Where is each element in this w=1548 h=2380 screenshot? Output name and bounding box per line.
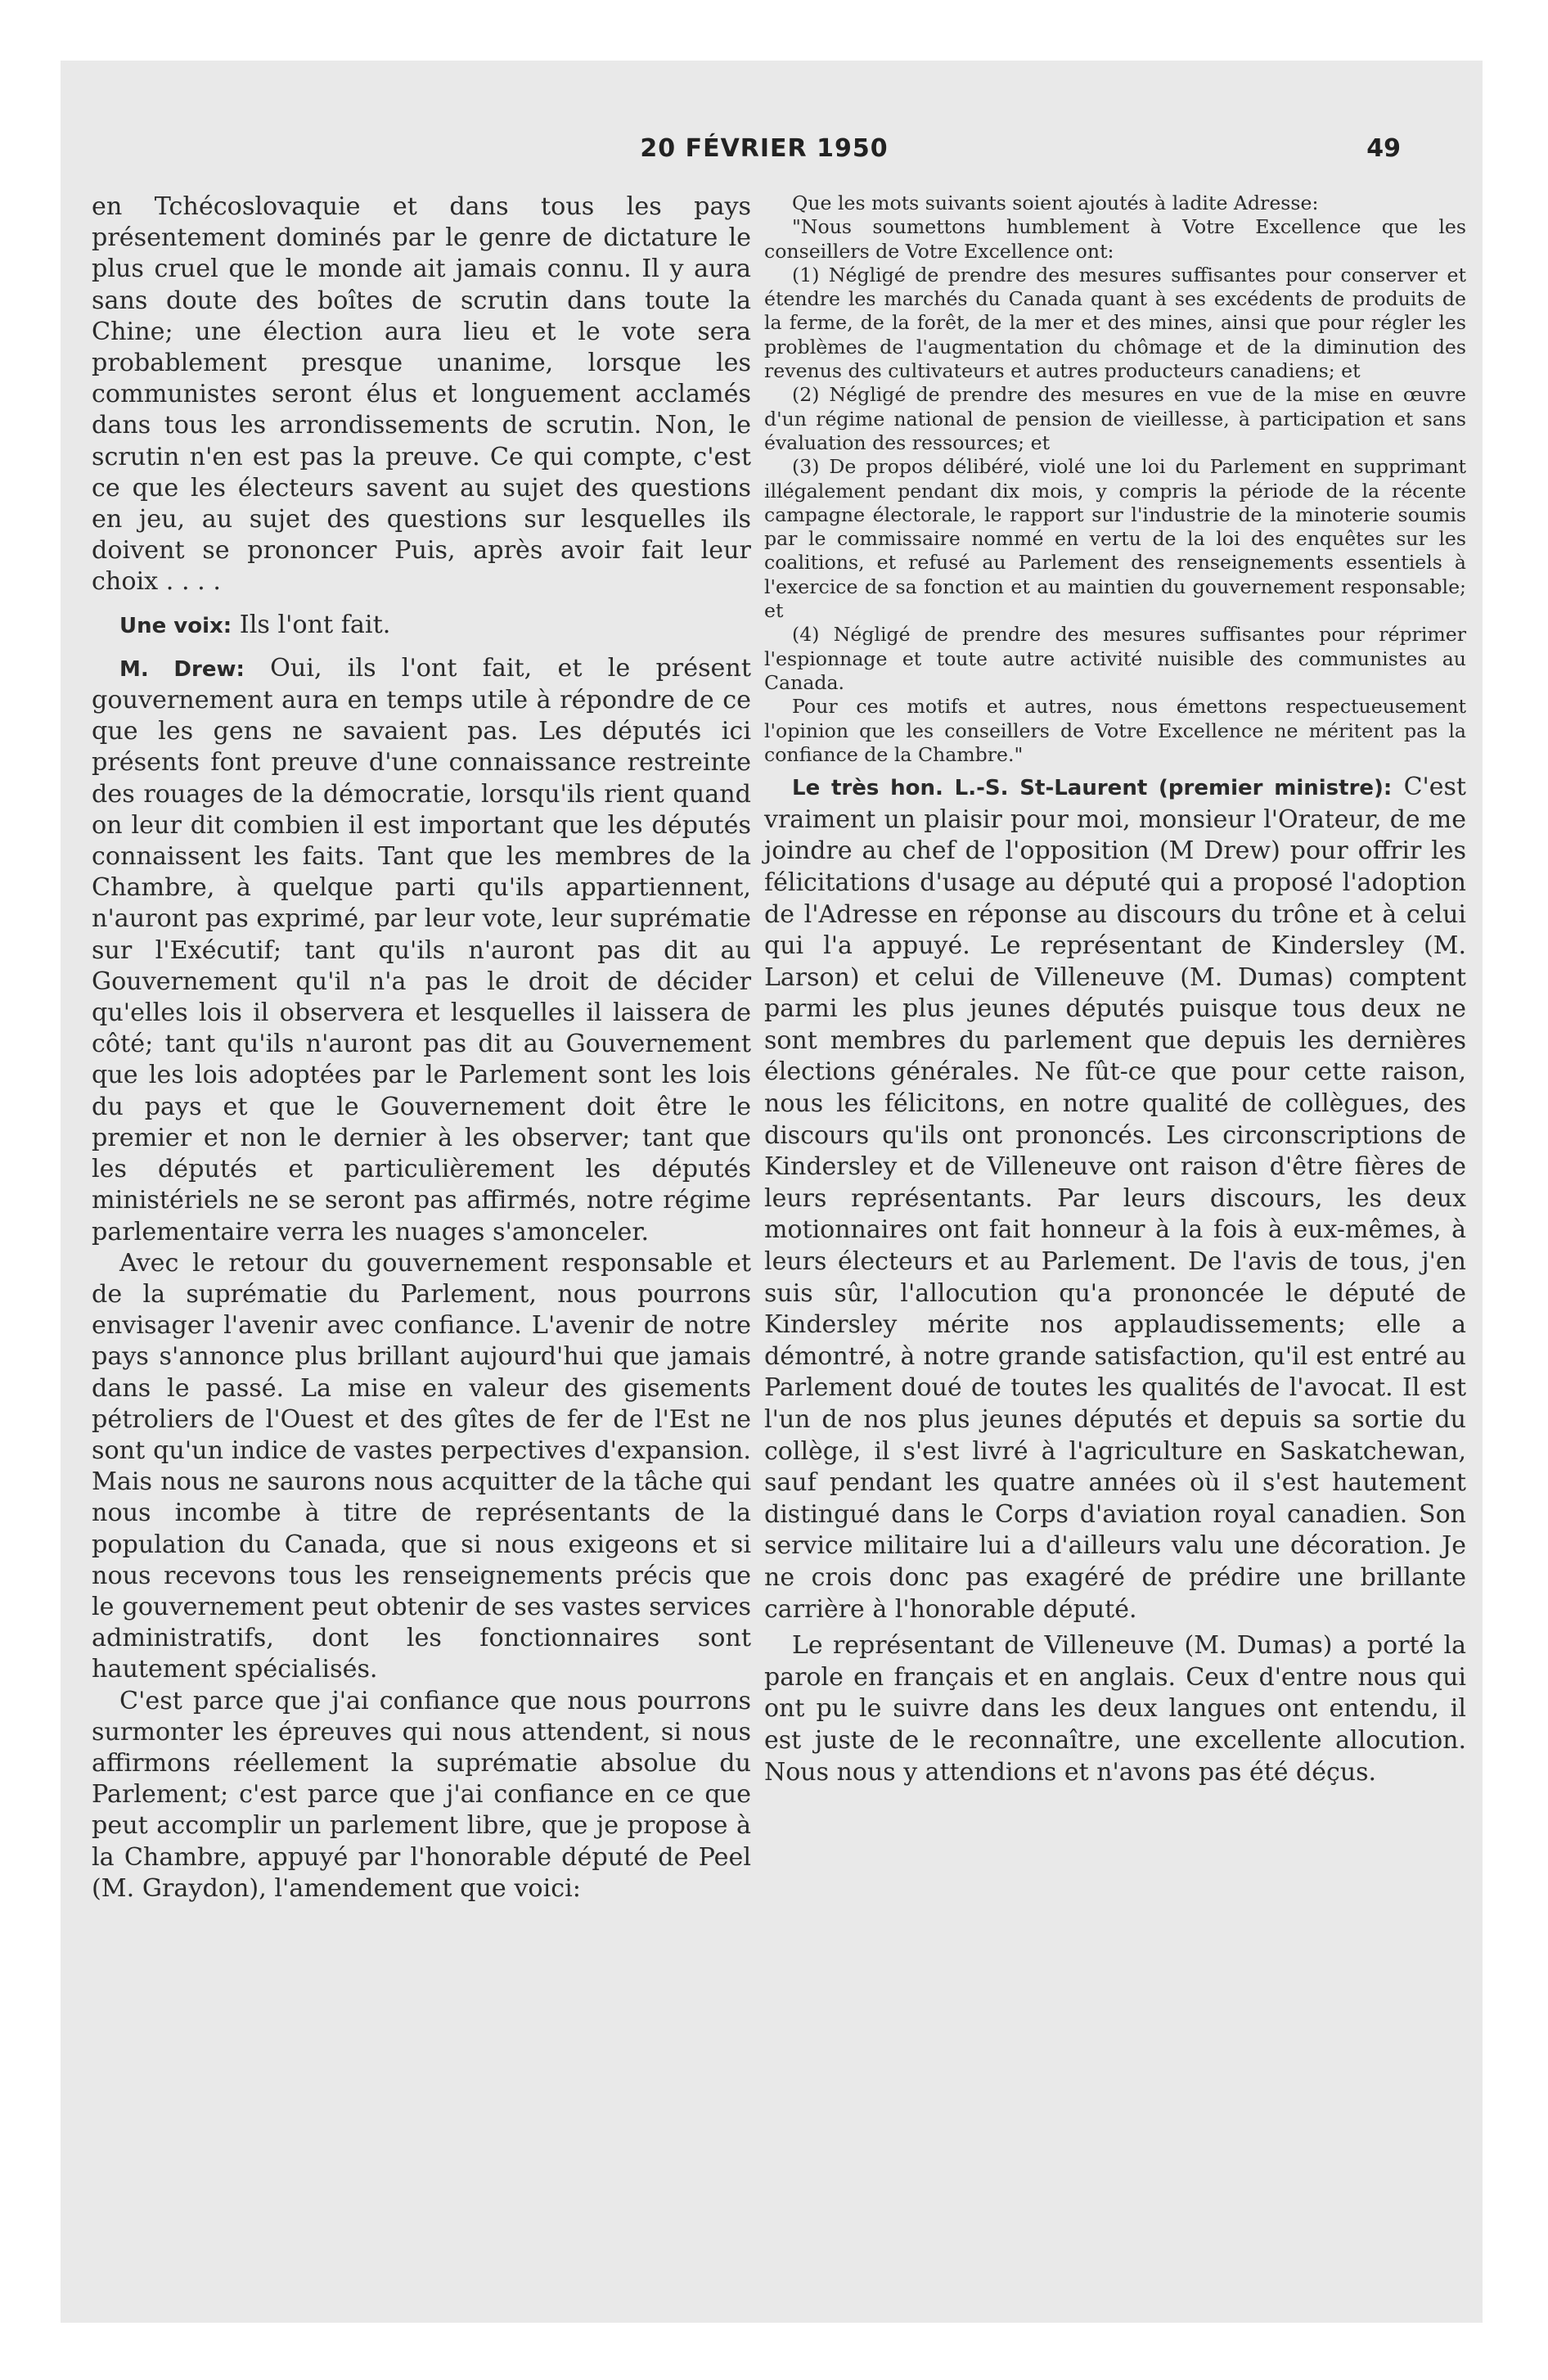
paragraph: Avec le retour du gouvernement responsable et de la suprématie du Parlement, nous pourrons envisager l'avenir avec confiance. L'avenir de notre pays s'annonce plus brillant aujourd'hui que jamais dans le passé. La mise en valeur des gisements pétroliers de l'Ouest et des gîtes de fer de l'Est ne sont qu'un indice de vastes perpectives d'expansion. Mais nous ne saurons nous acquitter de la tâche qui nous incombe à titre de représentants de la population du Canada, que si nous exigeons et si nous recevons tous les renseignements précis que le gouvernement peut obtenir de ses vastes services administratifs, dont les fonctionnaires sont hautement spécialisés.	[92, 1248, 751, 1684]
speaker-name: Le très hon. L.-S. St-Laurent (premier ministre):	[792, 776, 1393, 801]
amendment-text: Que les mots suivants soient ajoutés à ladite Adresse:	[792, 192, 1319, 214]
amendment-text: Pour ces motifs et autres, nous émettons respectueusement l'opinion que les conseillers de Votre Excellence ne méritent pas la confiance de la Chambre."	[764, 695, 1466, 766]
page-date: 20 FÉVRIER 1950	[640, 134, 889, 163]
page	[61, 61, 1483, 2323]
amendment-item: (1) Négligé de prendre des mesures suffisantes pour conserver et étendre les marchés du Canada quant à ses excédents de produits de la ferme, de la forêt, de la mer et des mines, ainsi que pour régler les problèmes de l'augmentation du chômage et de la diminution des revenus des cultivateurs et autres producteurs canadiens; et	[764, 263, 1466, 383]
amendment-item: (2) Négligé de prendre des mesures en vue de la mise en œuvre d'un régime national de pension de vieillesse, à participation et sans évaluation des ressources; et	[764, 383, 1466, 454]
interjection: Une voix: Ils l'ont fait.	[119, 610, 391, 639]
page-number: 49	[1366, 134, 1401, 163]
running-header	[61, 134, 1483, 177]
speaker-name: Une voix:	[119, 613, 232, 638]
amendment-item: (3) De propos délibéré, violé une loi du Parlement en supprimant illégalement pendant dix mois, y compris la période de la récente campagne électorale, le rapport sur l'industrie de la minoterie soumis par le commissaire nommé en vertu de la loi des enquêtes sur les coalitions, et refusé au Parlement des renseignements essentiels à l'exercice de sa fonction et au maintien du gouvernement responsable; et	[764, 455, 1466, 623]
paragraph: C'est parce que j'ai confiance que nous pourrons surmonter les épreuves qui nous attendent, si nous affirmons réellement la suprématie absolue du Parlement; c'est parce que j'ai confiance en ce que peut accomplir un parlement libre, que je propose à la Chambre, appuyé par l'honorable député de Peel (M. Graydon), l'amendement que voici:	[92, 1686, 751, 1903]
paragraph: Le représentant de Villeneuve (M. Dumas) a porté la parole en français et en anglais. Ceux d'entre nous qui ont pu le suivre dans les deux langues ont entendu, il est juste de le reconnaître, une excellente allocution. Nous nous y attendions et n'avons pas été déçus.	[764, 1631, 1466, 1787]
paragraph: en Tchécoslovaquie et dans tous les pays présentement dominés par le genre de dictature le plus cruel que le monde ait jamais connu. Il y aura sans doute des boîtes de scrutin dans toute la Chine; une élection aura lieu et le vote sera probablement presque unanime, lorsque les communistes seront élus et longuement acclamés dans tous les arrondissements de scrutin. Non, le scrutin n'en est pas la preuve. Ce qui compte, c'est ce que les électeurs savent au sujet des questions en jeu, au sujet des questions sur lesquelles ils doivent se prononcer Puis, après avoir fait leur choix . . . .	[92, 192, 751, 597]
amendment-item: (4) Négligé de prendre des mesures suffisantes pour réprimer l'espionnage et toute autre activité nuisible des communistes au Canada.	[764, 623, 1466, 694]
right-column	[764, 192, 1466, 1788]
speech: M. Drew: Oui, ils l'ont fait, et le présent gouvernement aura en temps utile à répondre de ce que les gens ne savaient pas. Les députés ici présents font preuve d'une connaissance restreinte des rouages de la démocratie, lorsqu'ils rient quand on leur dit combien il est important que les députés connaissent les faits. Tant que les membres de la Chambre, à quelque parti qu'ils appartiennent, n'auront pas exprimé, par leur vote, leur suprématie sur l'Exécutif; tant qu'ils n'auront pas dit au Gouvernement qu'il n'a pas le droit de décider qu'elles lois il observera et lesquelles il laissera de côté; tant qu'ils n'auront pas dit au Gouvernement que les lois adoptées par le Parlement sont les lois du pays et que le Gouvernement doit être le premier et non le dernier à les observer; tant que les députés et particulièrement les députés ministériels ne se seront pas affirmés, notre régime parlementaire verra les nuages s'amonceler.	[92, 653, 751, 1246]
speaker-name: M. Drew:	[119, 656, 245, 682]
speech: Le très hon. L.-S. St-Laurent (premier ministre): C'est vraiment un plaisir pour moi, monsieur l'Orateur, de me joindre au chef de l'opposition (M Drew) pour offrir les félicitations d'usage au député qui a proposé l'adoption de l'Adresse en réponse au discours du trône et à celui qui l'a appuyé. Le représentant de Kindersley (M. Larson) et celui de Villeneuve (M. Dumas) comptent parmi les plus jeunes députés puisque tous deux ne sont membres du parlement que depuis les dernières élections générales. Ne fût-ce que pour cette raison, nous les félicitons, en notre qualité de collègues, des discours qu'ils ont prononcés. Les circonscriptions de Kindersley et de Villeneuve ont raison d'être fières de leurs représentants. Par leurs discours, les deux motionnaires ont fait honneur à la fois à eux-mêmes, à leurs électeurs et au Parlement. De l'avis de tous, j'en suis sûr, l'allocution qu'a prononcée le député de Kindersley mérite nos applaudissements; elle a démontré, à notre grande satisfaction, qu'il est entré au Parlement doué de toutes les qualités de l'avocat. Il est l'un de nos plus jeunes députés et depuis sa sortie du collège, il s'est livré à l'agriculture en Saskatchewan, sauf pendant les quatre années où il s'est hautement distingué dans le Corps d'aviation royal canadien. Son service militaire lui a d'ailleurs valu une décoration. Je ne crois donc pas exagéré de prédire une brillante carrière à l'honorable député.	[764, 773, 1466, 1624]
left-column	[92, 192, 751, 1904]
amendment-text: "Nous soumettons humblement à Votre Excellence que les conseillers de Votre Excellence ont:	[764, 215, 1466, 263]
